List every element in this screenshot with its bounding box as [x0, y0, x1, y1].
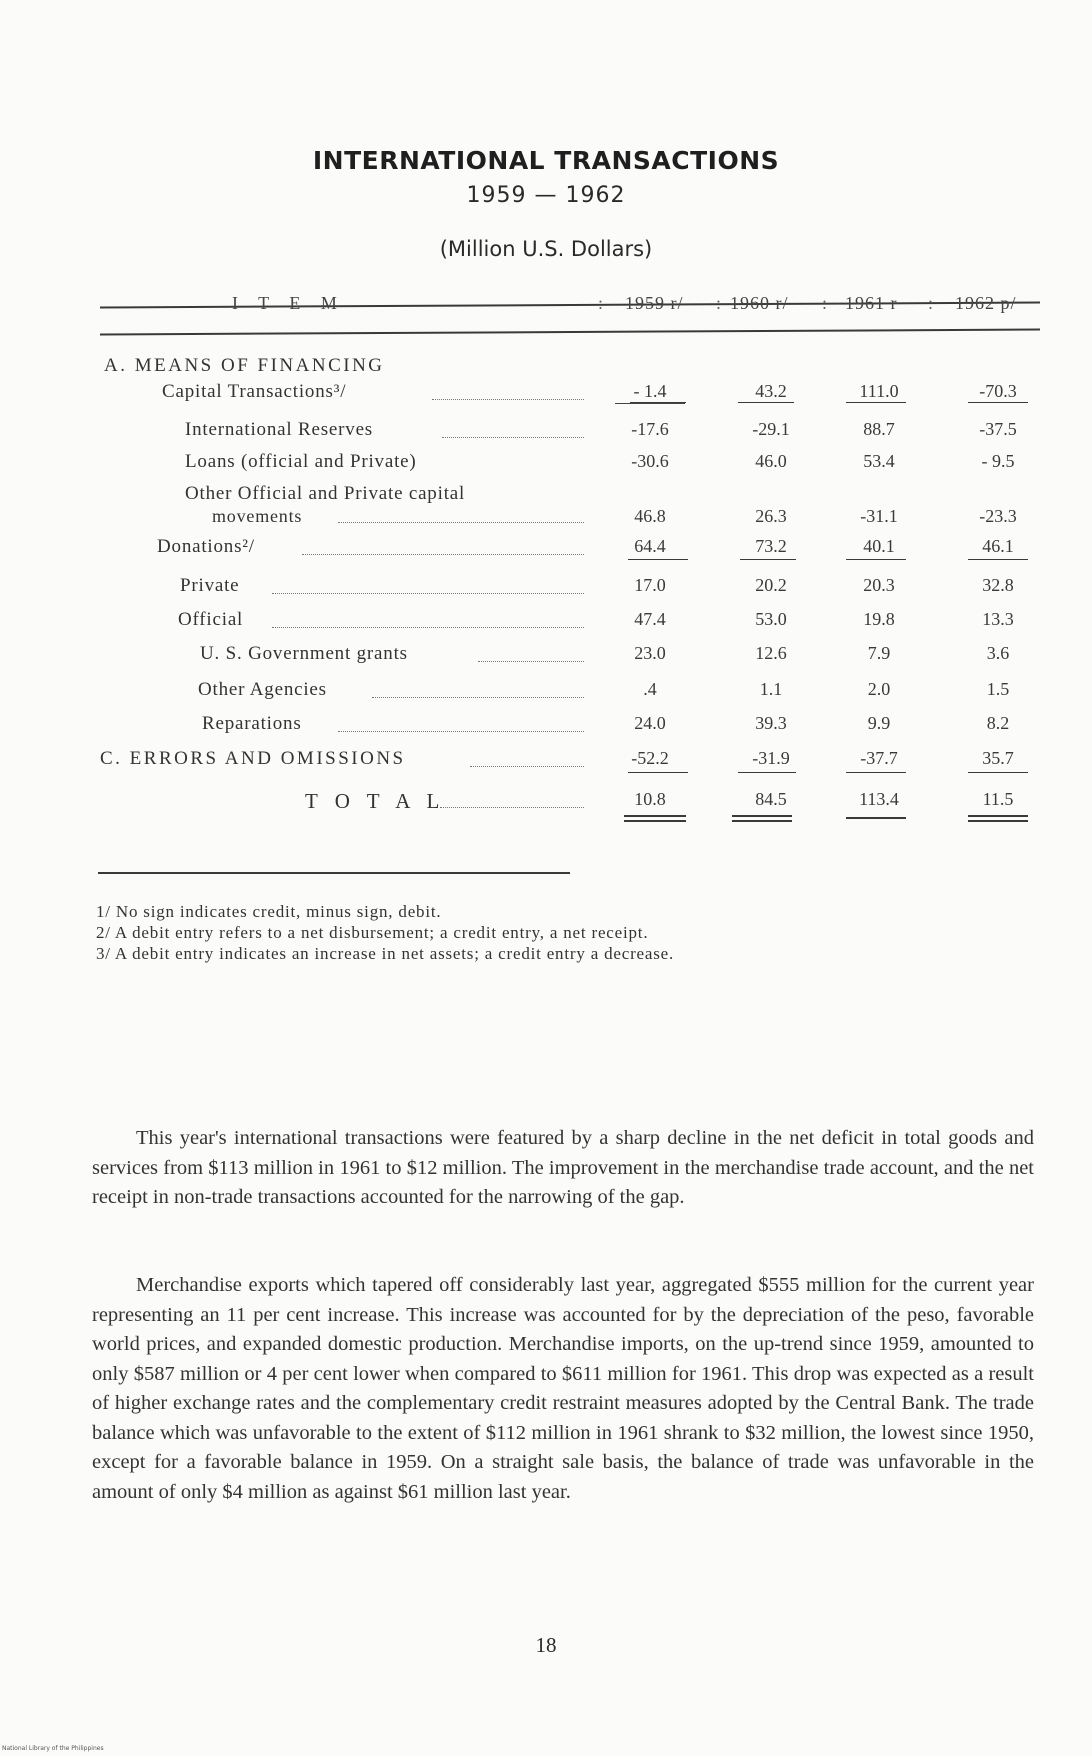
table-row — [0, 419, 1092, 449]
value-cell: -31.9 — [752, 748, 790, 768]
value-cell: 43.2 — [755, 381, 787, 401]
table-row — [0, 679, 1092, 709]
row-label: Reparations — [202, 713, 302, 734]
value-cell: -17.6 — [631, 419, 669, 439]
value-cell: .4 — [643, 679, 657, 699]
row-label: C. ERRORS AND OMISSIONS — [100, 748, 406, 769]
subtotal-rule — [968, 559, 1028, 560]
value-cell: -31.1 — [860, 506, 898, 526]
dot-leader — [470, 766, 584, 767]
dot-leader — [272, 627, 584, 628]
col-header-1961: 1961 r — [845, 293, 898, 313]
units-caption: (Million U.S. Dollars) — [439, 237, 653, 261]
row-label: U. S. Government grants — [200, 643, 408, 664]
dot-leader — [272, 593, 584, 594]
value-cell: 46.1 — [982, 536, 1014, 556]
body-paragraph — [92, 1124, 1034, 1213]
subtotal-rule — [738, 402, 794, 403]
footnote-rule — [98, 872, 570, 874]
value-cell: - 9.5 — [981, 451, 1015, 471]
row-label: Loans (official and Private) — [185, 451, 417, 472]
subtotal-rule — [846, 402, 906, 403]
subtotal-rule — [630, 402, 686, 403]
value-cell: 3.6 — [986, 643, 1010, 663]
col-header-1962: 1962 p/ — [955, 293, 1017, 313]
subtotal-rule — [846, 772, 906, 773]
total-double-rule — [968, 815, 1028, 817]
subtotal-rule — [846, 559, 906, 560]
value-cell: 47.4 — [634, 609, 666, 629]
value-cell: -52.2 — [631, 748, 669, 768]
dot-leader — [432, 399, 584, 400]
value-cell: 40.1 — [863, 536, 895, 556]
subtotal-rule — [968, 402, 1028, 403]
col-sep: : — [928, 293, 935, 313]
row-label: movements — [212, 506, 303, 526]
value-cell: 111.0 — [859, 381, 899, 401]
value-cell: -23.3 — [979, 506, 1017, 526]
subtotal-rule — [968, 772, 1028, 773]
col-sep: : — [598, 293, 605, 313]
col-sep: : — [822, 293, 829, 313]
value-cell: 88.7 — [863, 419, 895, 439]
footnote: 3/ A debit entry indicates an increase in net assets; a credit entry a decrease. — [96, 944, 675, 963]
total-double-rule — [846, 817, 906, 819]
value-cell: 2.0 — [867, 679, 891, 699]
total-double-rule — [968, 820, 1028, 822]
value-cell: -70.3 — [979, 381, 1017, 401]
value-cell: 26.3 — [755, 506, 787, 526]
dot-leader — [302, 554, 584, 555]
page-title: INTERNATIONAL TRANSACTIONS — [312, 146, 780, 175]
row-label: Official — [178, 609, 244, 630]
row-label: Other Agencies — [198, 679, 327, 700]
value-cell: 1.1 — [759, 679, 783, 699]
table-row — [0, 451, 1092, 481]
total-double-rule — [732, 815, 792, 817]
item-header: I T E M — [232, 293, 345, 313]
value-cell: 1.5 — [986, 679, 1010, 699]
col-header-1960: 1960 r/ — [730, 293, 789, 313]
value-cell: 46.8 — [634, 506, 666, 526]
value-cell: 12.6 — [755, 643, 787, 663]
value-cell: 73.2 — [755, 536, 787, 556]
value-cell: 39.3 — [755, 713, 787, 733]
year-range: 1959 — 1962 — [466, 183, 626, 208]
footnote: 2/ A debit entry refers to a net disbursement; a credit entry, a net receipt. — [96, 923, 649, 942]
value-cell: - 1.4 — [615, 381, 685, 404]
value-cell: 32.8 — [982, 575, 1014, 595]
body-paragraph — [92, 1271, 1034, 1507]
table-row — [0, 748, 1092, 778]
page-number: 18 — [535, 1633, 557, 1657]
total-double-rule — [624, 820, 686, 822]
value-cell: 19.8 — [863, 609, 895, 629]
value-cell: 17.0 — [634, 575, 666, 595]
value-cell: -30.6 — [631, 451, 669, 471]
value-cell: 24.0 — [634, 713, 666, 733]
value-cell: 20.3 — [863, 575, 895, 595]
scan-footer-text: National Library of the Philippines — [2, 1745, 104, 1752]
value-cell: 8.2 — [986, 713, 1010, 733]
row-label: Other Official and Private capital — [185, 483, 466, 504]
table-row — [0, 381, 1092, 411]
subtotal-rule — [628, 772, 688, 773]
value-cell: 13.3 — [982, 609, 1014, 629]
dot-leader — [338, 731, 584, 732]
row-label: Private — [180, 575, 240, 596]
value-cell: -37.5 — [979, 419, 1017, 439]
table-row — [0, 506, 1092, 536]
value-cell: 7.9 — [867, 643, 891, 663]
table-row — [0, 575, 1092, 605]
table-header-rule — [100, 329, 1040, 336]
value-cell: -29.1 — [752, 419, 790, 439]
subtotal-rule — [628, 559, 688, 560]
col-sep: : — [716, 293, 723, 313]
value-cell: -37.7 — [860, 748, 898, 768]
value-cell: 64.4 — [634, 536, 666, 556]
value-cell: 11.5 — [982, 789, 1014, 809]
dot-leader — [478, 661, 584, 662]
table-row — [0, 609, 1092, 639]
subtotal-rule — [738, 772, 796, 773]
value-cell: 84.5 — [755, 789, 787, 809]
total-double-rule — [732, 820, 792, 822]
value-cell: 35.7 — [982, 748, 1014, 768]
table-row — [0, 713, 1092, 743]
paragraph-text: This year's international transactions were featured by a sharp decline in the net deficit in total goods and services from $113 million in 1961 to $12 million. The improvement in the merchandise trade account, and the net receipt in non-trade transactions accounted for the narrowing of the gap. — [92, 1127, 1034, 1208]
value-cell: 46.0 — [755, 451, 787, 471]
value-cell: 53.4 — [863, 451, 895, 471]
subtotal-rule — [740, 559, 796, 560]
value-cell: 10.8 — [634, 789, 666, 809]
table-row-total — [0, 789, 1092, 819]
row-label: Donations²/ — [157, 536, 255, 557]
dot-leader — [338, 522, 584, 523]
total-double-rule — [624, 815, 686, 817]
dot-leader — [440, 807, 584, 808]
row-label: Capital Transactions³/ — [162, 381, 347, 402]
dot-leader — [442, 437, 584, 438]
row-label: International Reserves — [185, 419, 374, 440]
dot-leader — [372, 697, 584, 698]
table-row — [0, 536, 1092, 566]
col-header-1959: 1959 r/ — [625, 293, 684, 313]
footnote: 1/ No sign indicates credit, minus sign, debit. — [96, 902, 442, 921]
value-cell: 113.4 — [859, 789, 899, 809]
row-label: T O T A L — [305, 789, 446, 813]
paragraph-text: Merchandise exports which tapered off considerably last year, aggregated $555 million for the current year representing an 11 per cent increase. This increase was accounted for by the depreciation of the peso, favorable world prices, and expanded domestic production. Merchandise imports, on the up-trend since 1959, amounted to only $587 million or 4 per cent lower when compared to $611 million for 1961. This drop was expected as a result of higher exchange rates and the complementary credit restraint measures adopted by the Central Bank. The trade balance which was unfavorable to the extent of $112 million in 1961 shrank to $32 million, the lowest since 1950, except for a favorable balance in 1959. On a straight sale basis, the balance of trade was unfavorable in the amount of only $4 million as against $61 million last year. — [92, 1274, 1034, 1503]
row-label: A. MEANS OF FINANCING — [104, 355, 385, 376]
value-cell: 20.2 — [755, 575, 787, 595]
value-cell: 9.9 — [867, 713, 891, 733]
value-cell: 53.0 — [755, 609, 787, 629]
value-cell: 23.0 — [634, 643, 666, 663]
table-row — [0, 643, 1092, 673]
